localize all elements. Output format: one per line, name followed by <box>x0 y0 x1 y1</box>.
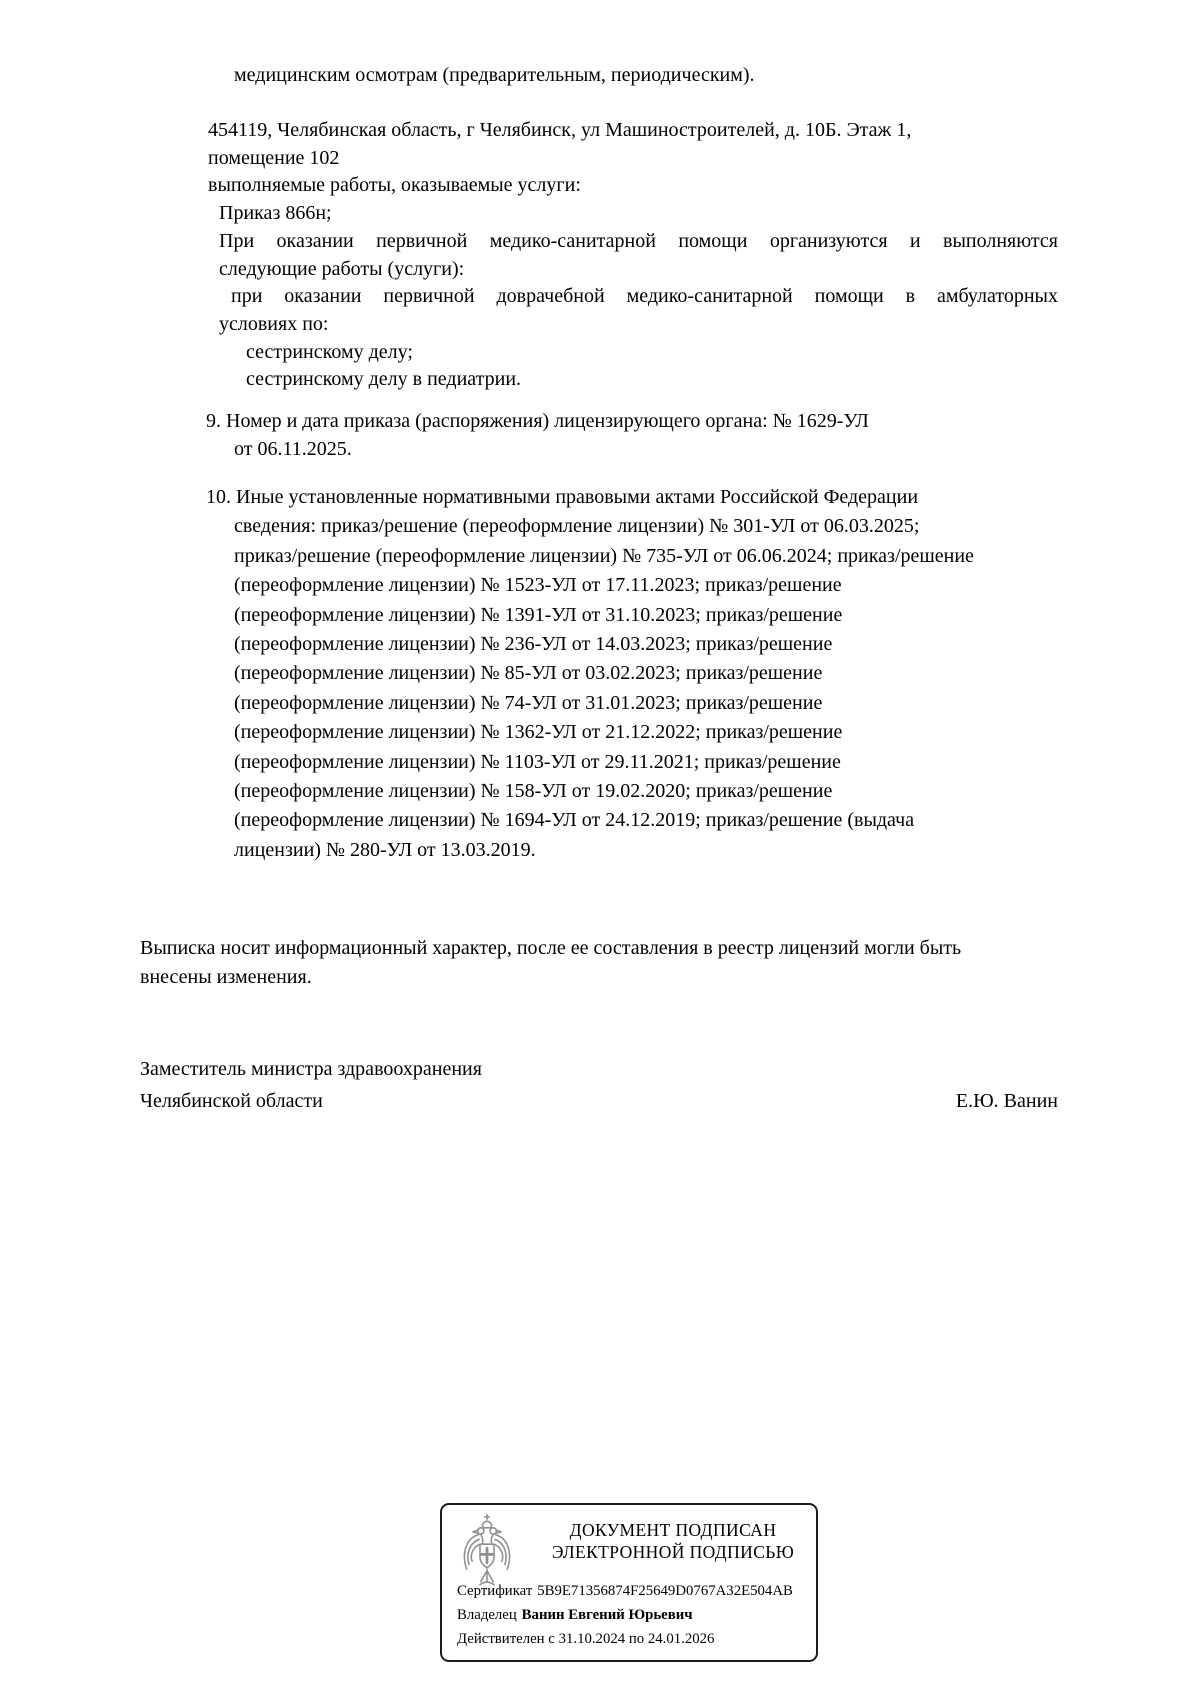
item-10-line: (переоформление лицензии) № 85-УЛ от 03.02.2023; приказ/решение <box>234 662 823 685</box>
item-10-line: (переоформление лицензии) № 1523-УЛ от 17.11.2023; приказ/решение <box>234 574 842 597</box>
order-866n-line: Приказ 866н; <box>219 202 332 225</box>
owner-label: Владелец <box>457 1607 517 1623</box>
item-10-line: (переоформление лицензии) № 1362-УЛ от 21.12.2022; приказ/решение <box>234 721 843 744</box>
continuation-line: медицинским осмотрам (предварительным, периодическим). <box>234 64 755 86</box>
item-10-heading-line: 10. Иные установленные нормативными правовыми актами Российской Федерации <box>206 486 919 508</box>
disclaimer <box>140 934 1058 992</box>
stamp-title-line-1: ДОКУМЕНТ ПОДПИСАН <box>569 1520 777 1540</box>
signer-post-line-2-row <box>140 1085 1058 1117</box>
certificate-label: Сертификат <box>457 1583 533 1599</box>
item-10-line: (переоформление лицензии) № 1694-УЛ от 24.12.2019; приказ/решение (выдача <box>234 809 915 832</box>
item-9-order-number-date <box>206 408 1076 463</box>
item-10-line: сведения: приказ/решение (переоформление лицензии) № 301-УЛ от 06.03.2025; <box>234 515 920 538</box>
signer-name: Е.Ю. Ванин <box>955 1090 1058 1112</box>
item-10-line: (переоформление лицензии) № 1391-УЛ от 31.10.2023; приказ/решение <box>234 603 843 626</box>
stamp-title-line-2: ЭЛЕКТРОННОЙ ПОДПИСЬЮ <box>551 1541 795 1562</box>
pre-doctor-care-paragraph-line-1: при оказании первичной доврачебной медико-санитарной помощи в амбулаторных <box>231 285 1058 308</box>
item-10-line: (переоформление лицензии) № 74-УЛ от 31.01.2023; приказ/решение <box>234 691 823 714</box>
item-9-line-1: 9. Номер и дата приказа (распоряжения) лицензирующего органа: № 1629-УЛ <box>206 410 869 432</box>
electronic-signature-stamp <box>440 1503 818 1662</box>
disclaimer-line-2: внесены изменения. <box>140 966 312 988</box>
service-item-nursing: сестринскому делу; <box>246 340 413 363</box>
signature-block <box>140 1053 1058 1117</box>
item-10-line: (переоформление лицензии) № 236-УЛ от 14.03.2023; приказ/решение <box>234 633 833 656</box>
validity-line: Действителен с 31.10.2024 по 24.01.2026 <box>457 1631 715 1647</box>
item-9-line-2: от 06.11.2025. <box>234 437 352 460</box>
item-10-line: (переоформление лицензии) № 158-УЛ от 19.02.2020; приказ/решение <box>234 780 833 803</box>
signer-post-line-2: Челябинской области <box>140 1090 323 1112</box>
primary-care-paragraph-line-1: При оказании первичной медико-санитарной помощи организуются и выполняются <box>219 229 1058 252</box>
stamp-title <box>538 1520 808 1563</box>
certificate-value: 5B9E71356874F25649D0767A32E504AB <box>537 1583 793 1599</box>
owner-line <box>457 1603 793 1627</box>
signer-post-line-1: Заместитель министра здравоохранения <box>140 1058 482 1080</box>
item-10-line: (переоформление лицензии) № 1103-УЛ от 29.11.2021; приказ/решение <box>234 750 841 773</box>
primary-care-paragraph-line-2: следующие работы (услуги): <box>219 257 465 280</box>
item-10-lines <box>206 512 1086 865</box>
works-services-label: выполняемые работы, оказываемые услуги: <box>208 174 581 197</box>
address-line-2: помещение 102 <box>208 146 340 169</box>
pre-doctor-care-paragraph-line-2: условиях по: <box>219 312 329 335</box>
owner-name: Ванин Евгений Юрьевич <box>521 1607 693 1623</box>
item-10-line: приказ/решение (переоформление лицензии) № 735-УЛ от 06.06.2024; приказ/решение <box>234 544 974 567</box>
item-10-line: лицензии) № 280-УЛ от 13.03.2019. <box>234 838 536 861</box>
certificate-line <box>457 1579 793 1603</box>
stamp-info <box>457 1579 793 1651</box>
address-line-1: 454119, Челябинская область, г Челябинск, ул Машиностроителей, д. 10Б. Этаж 1, <box>208 119 912 141</box>
disclaimer-line-1: Выписка носит информационный характер, после ее составления в реестр лицензий могли быть <box>140 937 962 959</box>
address-services-block <box>208 117 1068 394</box>
service-item-pediatric-nursing: сестринскому делу в педиатрии. <box>246 368 522 391</box>
item-10-other-info <box>206 483 1086 865</box>
